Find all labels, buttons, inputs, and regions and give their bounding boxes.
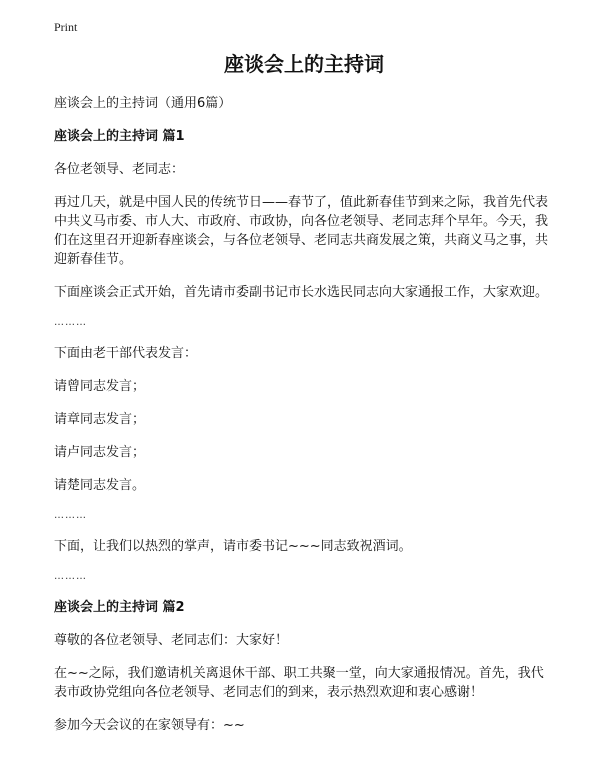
section-heading: 座谈会上的主持词 篇1	[54, 129, 185, 144]
ellipsis-divider: ………	[54, 510, 87, 521]
section-heading: 座谈会上的主持词 篇2	[54, 600, 185, 615]
paragraph: 在~~之际，我们邀请机关离退休干部、职工共聚一堂，向大家通报情况。首先，我代表市政协党组向各位老领导、老同志们的到来，表示热烈欢迎和衷心感谢！	[54, 666, 544, 700]
ellipsis-divider: ………	[54, 317, 87, 328]
paragraph: 请卢同志发言；	[54, 445, 146, 460]
paragraph: 请章同志发言；	[54, 412, 146, 427]
paragraph: 下面，让我们以热烈的掌声，请市委书记~~~同志致祝酒词。	[54, 539, 412, 554]
document-subtitle: 座谈会上的主持词（通用6篇）	[54, 96, 232, 111]
paragraph: 各位老领导、老同志：	[54, 162, 185, 177]
paragraph: 请楚同志发言。	[54, 478, 146, 493]
paragraph: 参加今天会议的在家领导有：~~	[54, 718, 245, 733]
paragraph: 下面由老干部代表发言：	[54, 346, 198, 361]
paragraph: 尊敬的各位老领导、老同志们：大家好！	[54, 633, 289, 648]
document-title: 座谈会上的主持词	[224, 52, 384, 76]
paragraph: 请曾同志发言；	[54, 379, 146, 394]
paragraph: 再过几天，就是中国人民的传统节日——春节了，值此新春佳节到来之际，我首先代表中共义马市委、市人大、市政府、市政协，向各位老领导、老同志拜个早年。今天，我们在这里召开迎新春座谈会，与各位老领导、老同志共商发展之策，共商义马之事，共迎新春佳节。	[54, 195, 549, 267]
print-link[interactable]: Print	[54, 20, 78, 34]
ellipsis-divider: ………	[54, 571, 87, 582]
document-body	[54, 50, 554, 749]
paragraph: 下面座谈会正式开始，首先请市委副书记市长水选民同志向大家通报工作，大家欢迎。	[54, 285, 549, 300]
